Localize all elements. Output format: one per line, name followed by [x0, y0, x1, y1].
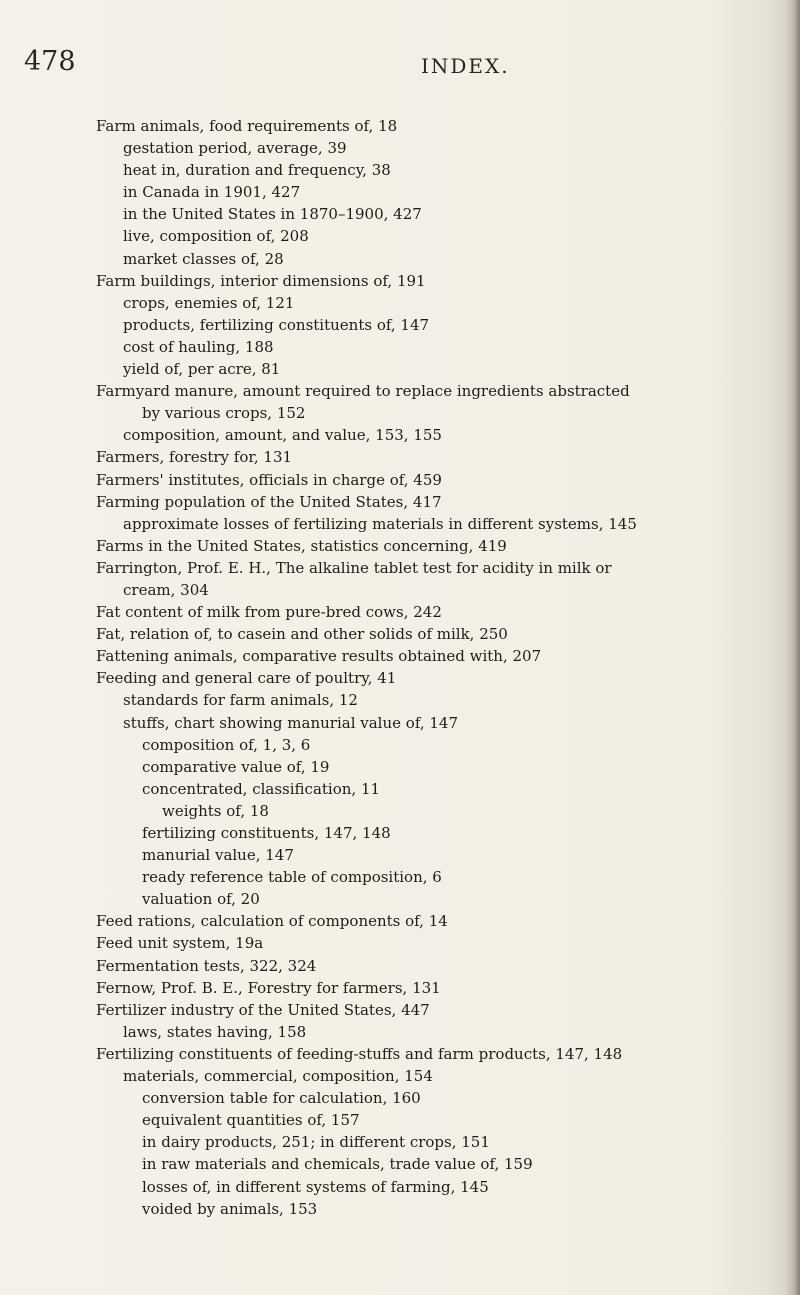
index-continuation: cream, 304: [123, 580, 209, 599]
index-entry: Farm animals, food requirements of, 18: [96, 117, 398, 135]
index-subentry: standards for farm animals, 12: [123, 691, 358, 710]
index-subentry: heat in, duration and frequency, 38: [123, 161, 391, 180]
index-entry: Fat, relation of, to casein and other solids of milk, 250: [96, 625, 508, 644]
index-entry: Fattening animals, comparative results obtained with, 207: [96, 647, 542, 666]
index-entry: Farmers, forestry for, 131: [96, 448, 293, 467]
index-entry: Farms in the United States, statistics concerning, 419: [96, 536, 507, 555]
index-entry: Feed unit system, 19a: [96, 934, 264, 953]
index-subsubentry: voided by animals, 153: [142, 1199, 318, 1218]
index-entry: Feed rations, calculation of components of, 14: [96, 912, 448, 931]
index-subsubentry: valuation of, 20: [142, 890, 260, 909]
index-subentry: laws, states having, 158: [123, 1022, 307, 1041]
index-subsubentry: in raw materials and chemicals, trade value of, 159: [142, 1155, 533, 1174]
index-subentry: in the United States in 1870–1900, 427: [123, 205, 422, 224]
index-entry: Farmers' institutes, officials in charge of, 459: [96, 470, 442, 489]
index-subsubsubentry: weights of, 18: [162, 801, 269, 820]
index-subentry: yield of, per acre, 81: [123, 360, 281, 379]
index-entry: Farming population of the United States, 417: [96, 492, 442, 511]
index-subentry: in Canada in 1901, 427: [123, 183, 301, 202]
index-entry: Farm buildings, interior dimensions of, 191: [96, 271, 426, 290]
index-subsubentry: fertilizing constituents, 147, 148: [142, 824, 391, 842]
index-entry: Feeding and general care of poultry, 41: [96, 669, 397, 688]
index-subentry: stuffs, chart showing manurial value of, 147: [123, 713, 459, 732]
index-entry: Fernow, Prof. B. E., Forestry for farmers, 131: [96, 978, 441, 997]
running-head: INDEX.: [421, 54, 510, 78]
index-entry: Farrington, Prof. E. H., The alkaline tablet test for acidity in milk or: [96, 558, 612, 577]
index-subsubentry: ready reference table of composition, 6: [142, 868, 442, 887]
index-subsubentry: composition of, 1, 3, 6: [142, 735, 311, 754]
index-subentry: crops, enemies of, 121: [123, 293, 295, 312]
index-subentry: live, composition of, 208: [123, 227, 309, 246]
index-subentry: approximate losses of fertilizing materials in different systems, 145: [123, 514, 637, 533]
index-subentry: materials, commercial, composition, 154: [123, 1067, 433, 1086]
index-subentry: products, fertilizing constituents of, 147: [123, 315, 430, 334]
index-subsubentry: in dairy products, 251; in different crops, 151: [142, 1133, 490, 1152]
index-subsubentry: concentrated, classification, 11: [142, 779, 381, 798]
index-entry: Fertilizing constituents of feeding-stuffs and farm products, 147, 148: [96, 1044, 623, 1063]
page-number: 478: [24, 46, 76, 77]
index-entry: Fermentation tests, 322, 324: [96, 956, 317, 975]
index-subsubentry: conversion table for calculation, 160: [142, 1089, 421, 1108]
index-subentry: gestation period, average, 39: [123, 139, 347, 158]
index-entry: Fertilizer industry of the United States, 447: [96, 1000, 430, 1019]
index-subentry: market classes of, 28: [123, 249, 284, 268]
index-entries: [96, 115, 796, 1220]
index-subsubentry: comparative value of, 19: [142, 757, 330, 776]
index-entry: Farmyard manure, amount required to replace ingredients abstracted: [96, 382, 630, 401]
index-subentry: composition, amount, and value, 153, 155: [123, 426, 442, 445]
index-subsubentry: manurial value, 147: [142, 846, 294, 865]
index-subsubentry: losses of, in different systems of farming, 145: [142, 1177, 489, 1196]
index-subentry: cost of hauling, 188: [123, 337, 274, 356]
index-entry: Fat content of milk from pure-bred cows, 242: [96, 603, 442, 622]
index-continuation: by various crops, 152: [142, 404, 306, 423]
index-subsubentry: equivalent quantities of, 157: [142, 1111, 360, 1130]
